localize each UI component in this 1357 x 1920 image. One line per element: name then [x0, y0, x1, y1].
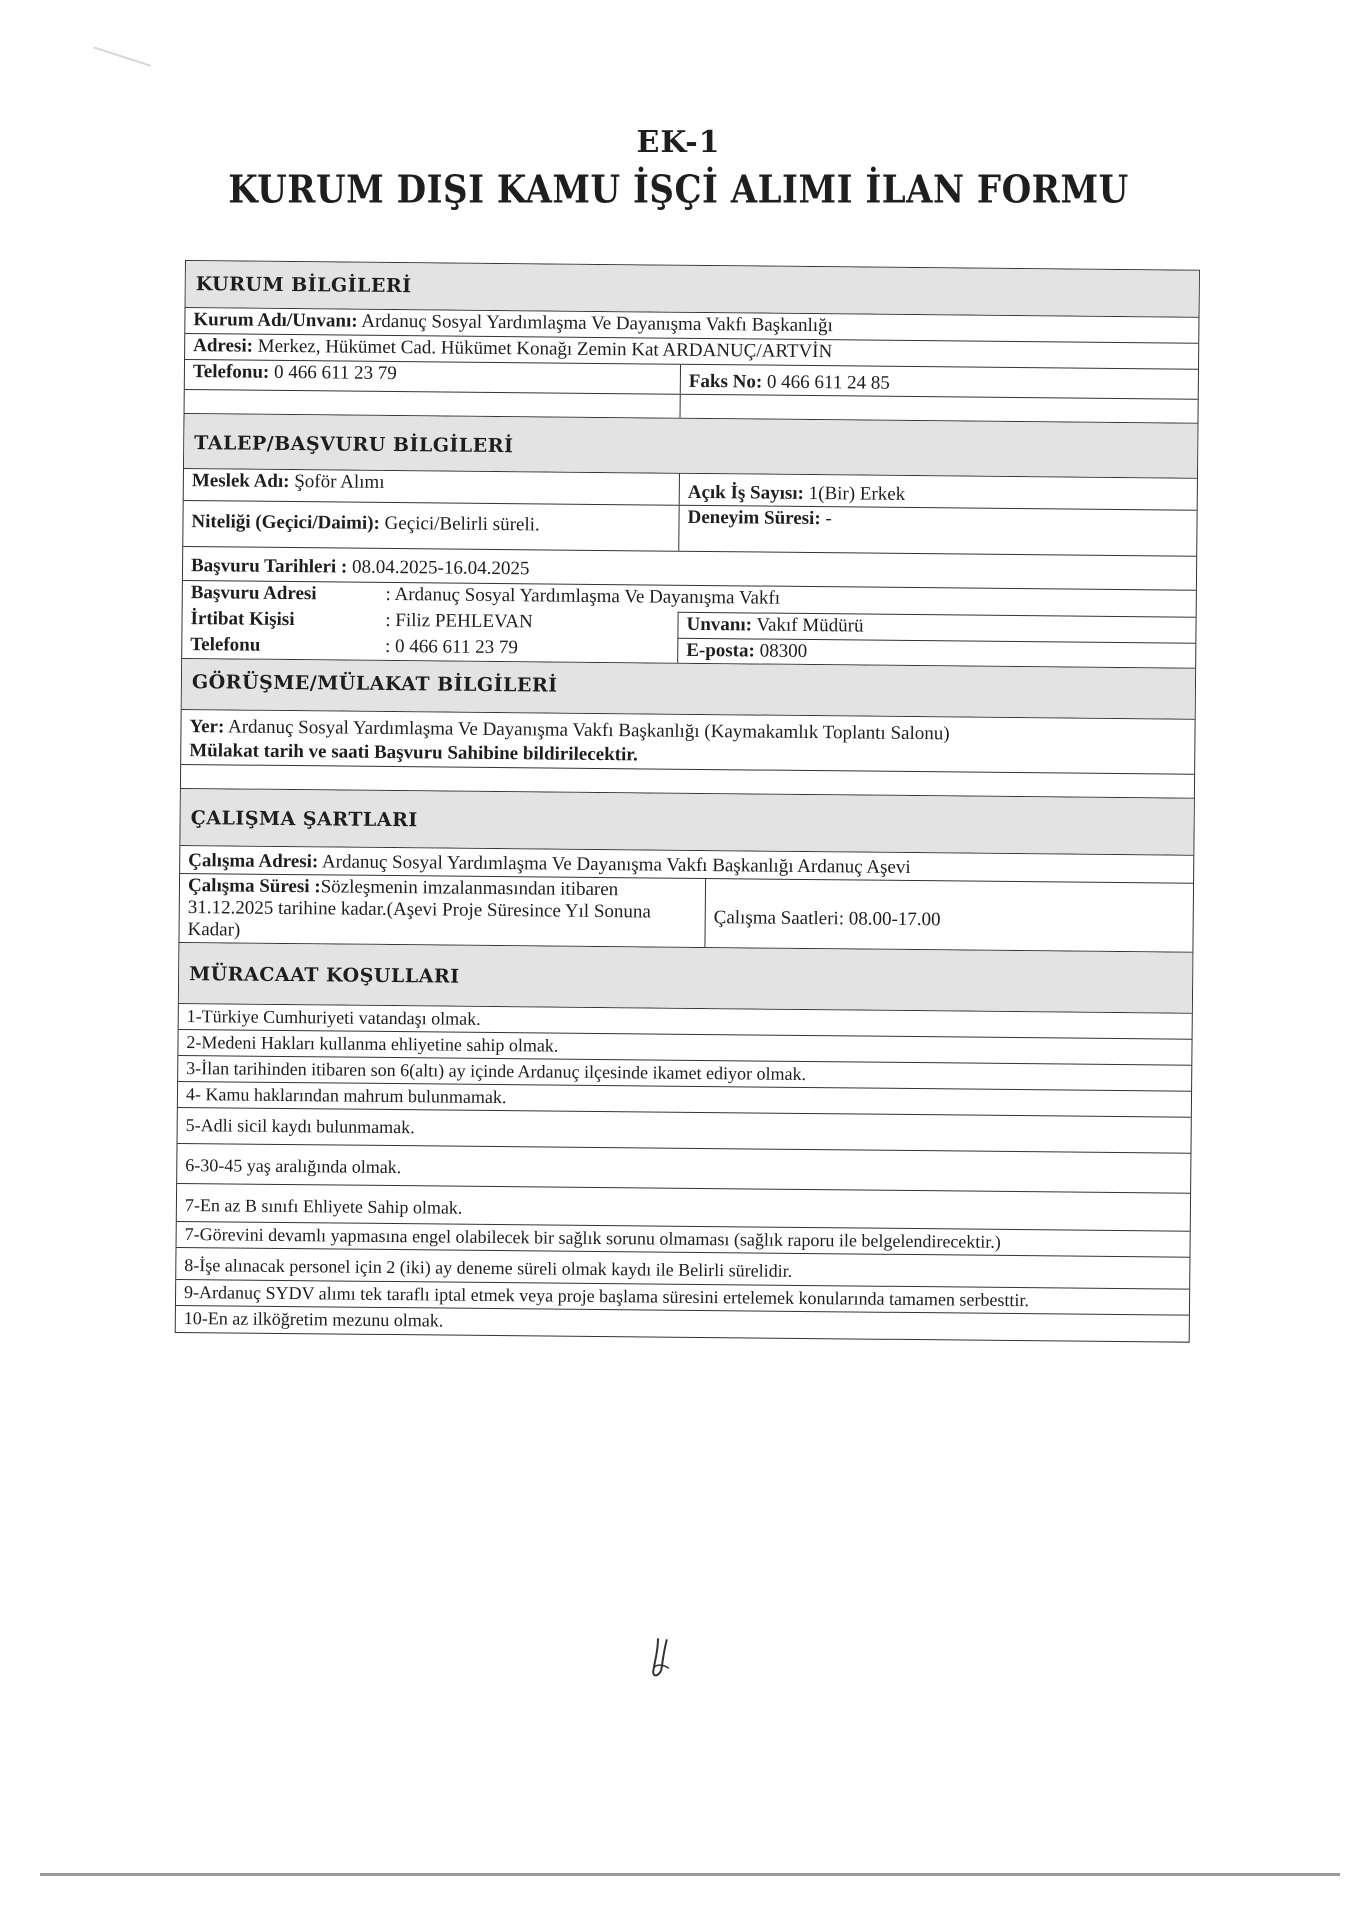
calisma-saat-label: Çalışma Saatleri: — [713, 907, 845, 930]
acik-is-label: Açık İş Sayısı: — [687, 481, 805, 504]
section-title: TALEP/BAŞVURU BİLGİLERİ — [184, 414, 1197, 478]
section-title: MÜRACAAT KOŞULLARI — [179, 943, 1193, 1013]
condition-text: 7-En az B sınıfı Ehliyete Sahip olmak. — [184, 1195, 463, 1218]
tarih-label: Başvuru Tarihleri : — [190, 555, 348, 578]
yer-label: Yer: — [189, 716, 225, 738]
tarih-value: 08.04.2025-16.04.2025 — [351, 556, 530, 580]
meslek-label: Meslek Adı: — [191, 470, 290, 493]
calisma-adres-label: Çalışma Adresi: — [188, 850, 319, 873]
nitelik-value: Geçici/Belirli süreli. — [384, 512, 540, 536]
condition-text: 3-İlan tarihinden itibaren son 6(altı) ay içinde Ardanuç ilçesinde ikamet ediyor olmak. — [186, 1058, 807, 1084]
annex-label: EK-1 — [636, 125, 721, 160]
mulakat-note: Mülakat tarih ve saati Başvuru Sahibine bildirilecektir. — [189, 740, 638, 766]
unvan-label: Unvanı: — [686, 613, 753, 636]
calisma-sure-row — [179, 873, 1193, 953]
condition-text: 5-Adli sicil kaydı bulunmamak. — [185, 1115, 415, 1138]
basvuru-adres-label: Başvuru Adresi — [190, 582, 317, 605]
basvuru-adres-value: : Ardanuç Sosyal Yardımlaşma Ve Dayanışma Vakfı — [385, 583, 781, 609]
condition-text: 8-İşe alınacak personel için 2 (iki) ay deneme süreli olmak kaydı ile Belirli sürelidir. — [184, 1255, 793, 1281]
scan-edge-line — [40, 1873, 1340, 1876]
section-calisma — [180, 789, 1194, 856]
signature-icon — [632, 1630, 685, 1685]
scan-mark — [93, 29, 156, 67]
meslek-value: Şoför Alımı — [294, 471, 385, 493]
announcement-form — [175, 260, 1200, 1343]
kurum-adres-value: Merkez, Hükümet Cad. Hükümet Konağı Zemin Kat ARDANUÇ/ARTVİN — [257, 335, 833, 363]
condition-text: 6-30-45 yaş aralığında olmak. — [185, 1155, 402, 1178]
nitelik-label: Niteliği (Geçici/Daimi): — [191, 511, 380, 534]
talep-telefon-value: : 0 466 611 23 79 — [384, 635, 518, 659]
condition-text: 2-Medeni Hakları kullanma ehliyetine sahip olmak. — [186, 1032, 559, 1056]
kurum-telefon-value: 0 466 611 23 79 — [273, 361, 397, 385]
eposta-label: E-posta: — [686, 639, 755, 662]
kurum-adres-label: Adresi: — [193, 335, 254, 357]
deneyim-label: Deneyim Süresi: — [687, 506, 821, 530]
section-title: ÇALIŞMA ŞARTLARI — [180, 789, 1193, 855]
section-title: KURUM BİLGİLERİ — [186, 261, 1199, 317]
page-title: KURUM DIŞI KAMU İŞÇİ ALIMI İLAN FORMU — [228, 167, 1129, 213]
unvan-value: Vakıf Müdürü — [756, 614, 864, 637]
section-talep — [184, 414, 1197, 479]
condition-text: 10-En az ilköğretim mezunu olmak. — [183, 1308, 444, 1331]
kurum-telefon-label: Telefonu: — [192, 361, 270, 383]
kurum-ad-label: Kurum Adı/Unvanı: — [193, 309, 358, 332]
signature-mark — [632, 1630, 688, 1693]
eposta-value: 08300 — [759, 640, 808, 662]
condition-text: 9-Ardanuç SYDV alımı tek taraflı iptal etmek veya proje başlama süresini ertelemek konularında tamamen serbesttir. — [183, 1282, 1030, 1311]
irtibat-value: : Filiz PEHLEVAN — [385, 609, 533, 633]
section-title: GÖRÜŞME/MÜLAKAT BİLGİLERİ — [182, 659, 1195, 719]
calisma-sure-value: Sözleşmenin imzalanmasından itibaren 31.12.2025 tarihine kadar.(Aşevi Proje Süresince Yıl Sonuna Kadar) — [187, 876, 651, 941]
calisma-adres-value: Ardanuç Sosyal Yardımlaşma Ve Dayanışma Vakfı Başkanlığı Ardanuç Aşevi — [321, 851, 911, 878]
condition-text: 4- Kamu haklarından mahrum bulunmamak. — [185, 1084, 507, 1108]
calisma-saat-value: 08.00-17.00 — [848, 908, 941, 931]
condition-text: 7-Görevini devamlı yapmasına engel olabilecek bir sağlık sorunu olmaması (sağlık raporu ile belgelendirecektir.) — [184, 1224, 1001, 1252]
acik-is-value: 1(Bir) Erkek — [808, 482, 906, 505]
yer-value: Ardanuç Sosyal Yardımlaşma Ve Dayanışma Vakfı Başkanlığı (Kaymakamlık Toplantı Salonu) — [227, 716, 950, 745]
kurum-ad-value: Ardanuç Sosyal Yardımlaşma Ve Dayanışma Vakfı Başkanlığı — [361, 310, 833, 337]
kurum-faks-label: Faks No: — [688, 370, 763, 393]
condition-text: 1-Türkiye Cumhuriyeti vatandaşı olmak. — [186, 1006, 481, 1029]
kurum-faks-value: 0 466 611 24 85 — [766, 371, 890, 394]
irtibat-label: İrtibat Kişisi — [190, 608, 295, 631]
deneyim-value: - — [825, 508, 832, 530]
section-muracaat — [179, 943, 1193, 1014]
calisma-sure-label: Çalışma Süresi : — [187, 875, 321, 898]
talep-telefon-label: Telefonu — [190, 634, 261, 656]
